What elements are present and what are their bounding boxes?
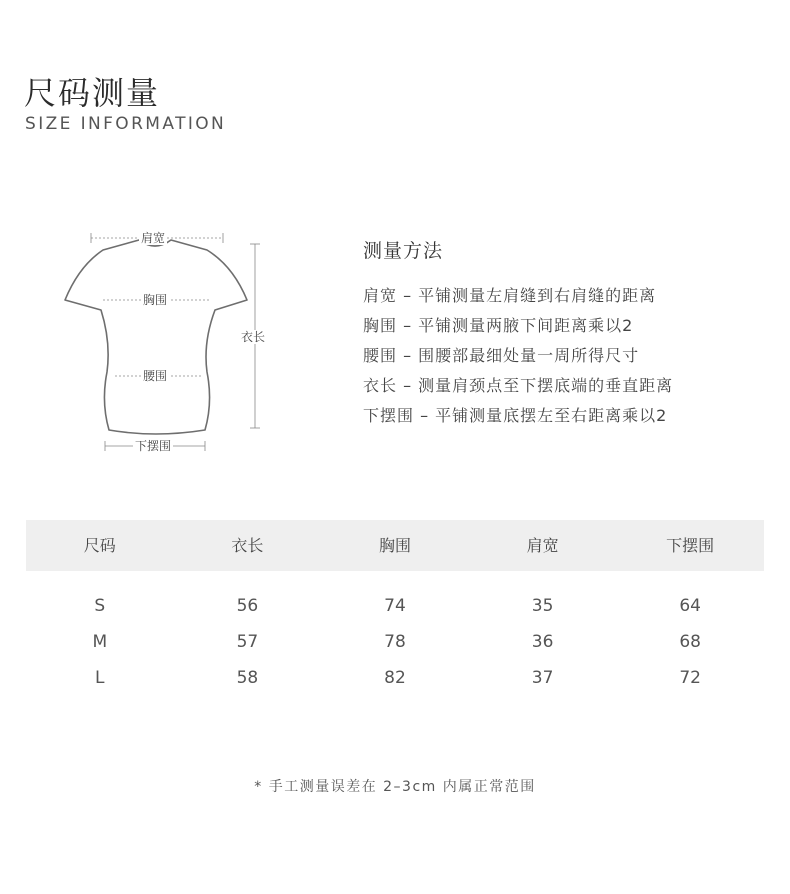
table-cell: 58 bbox=[236, 668, 259, 688]
page-title: 尺码测量 bbox=[24, 74, 161, 112]
table-cell: 74 bbox=[384, 596, 406, 616]
method-title: 测量方法 bbox=[363, 240, 444, 262]
table-cell: 72 bbox=[679, 668, 701, 688]
method-line-hem: 下摆围 – 平铺测量底摆左至右距离乘以2 bbox=[363, 406, 668, 425]
header-chest: 胸围 bbox=[378, 536, 411, 555]
table-cell: 64 bbox=[679, 596, 701, 616]
tshirt-diagram bbox=[55, 222, 295, 462]
size-table-body bbox=[26, 588, 764, 696]
length-label: 衣长 bbox=[241, 330, 266, 344]
table-row bbox=[26, 588, 764, 624]
chest-label: 胸围 bbox=[143, 293, 168, 307]
table-cell: 36 bbox=[531, 632, 554, 652]
table-cell: 68 bbox=[679, 632, 701, 652]
header-length: 衣长 bbox=[231, 536, 264, 555]
size-table-header bbox=[26, 520, 764, 571]
page-subtitle: SIZE INFORMATION bbox=[25, 114, 227, 134]
table-cell: S bbox=[94, 596, 106, 616]
measurement-note: * 手工测量误差在 2–3cm 内属正常范围 bbox=[254, 779, 536, 795]
table-cell: L bbox=[95, 668, 105, 688]
table-cell: 37 bbox=[531, 668, 554, 688]
shoulder-label: 肩宽 bbox=[141, 231, 166, 245]
method-line-length: 衣长 – 测量肩颈点至下摆底端的垂直距离 bbox=[363, 376, 674, 395]
method-line-waist: 腰围 – 围腰部最细处量一周所得尺寸 bbox=[363, 346, 640, 365]
table-cell: 78 bbox=[384, 632, 406, 652]
table-cell: 35 bbox=[531, 596, 554, 616]
table-cell: 82 bbox=[384, 668, 406, 688]
method-line-shoulder: 肩宽 – 平铺测量左肩缝到右肩缝的距离 bbox=[363, 286, 657, 305]
hem-label: 下摆围 bbox=[135, 439, 172, 453]
table-cell: 57 bbox=[236, 632, 259, 652]
header-size: 尺码 bbox=[83, 536, 116, 555]
waist-label: 腰围 bbox=[143, 369, 168, 383]
table-cell: M bbox=[92, 632, 108, 652]
header-hem: 下摆围 bbox=[666, 536, 715, 555]
measurement-method bbox=[363, 236, 673, 431]
method-line-chest: 胸围 – 平铺测量两腋下间距离乘以2 bbox=[363, 316, 634, 335]
table-row bbox=[26, 660, 764, 696]
table-cell: 56 bbox=[236, 596, 259, 616]
header-shoulder: 肩宽 bbox=[526, 536, 559, 555]
table-row bbox=[26, 624, 764, 660]
